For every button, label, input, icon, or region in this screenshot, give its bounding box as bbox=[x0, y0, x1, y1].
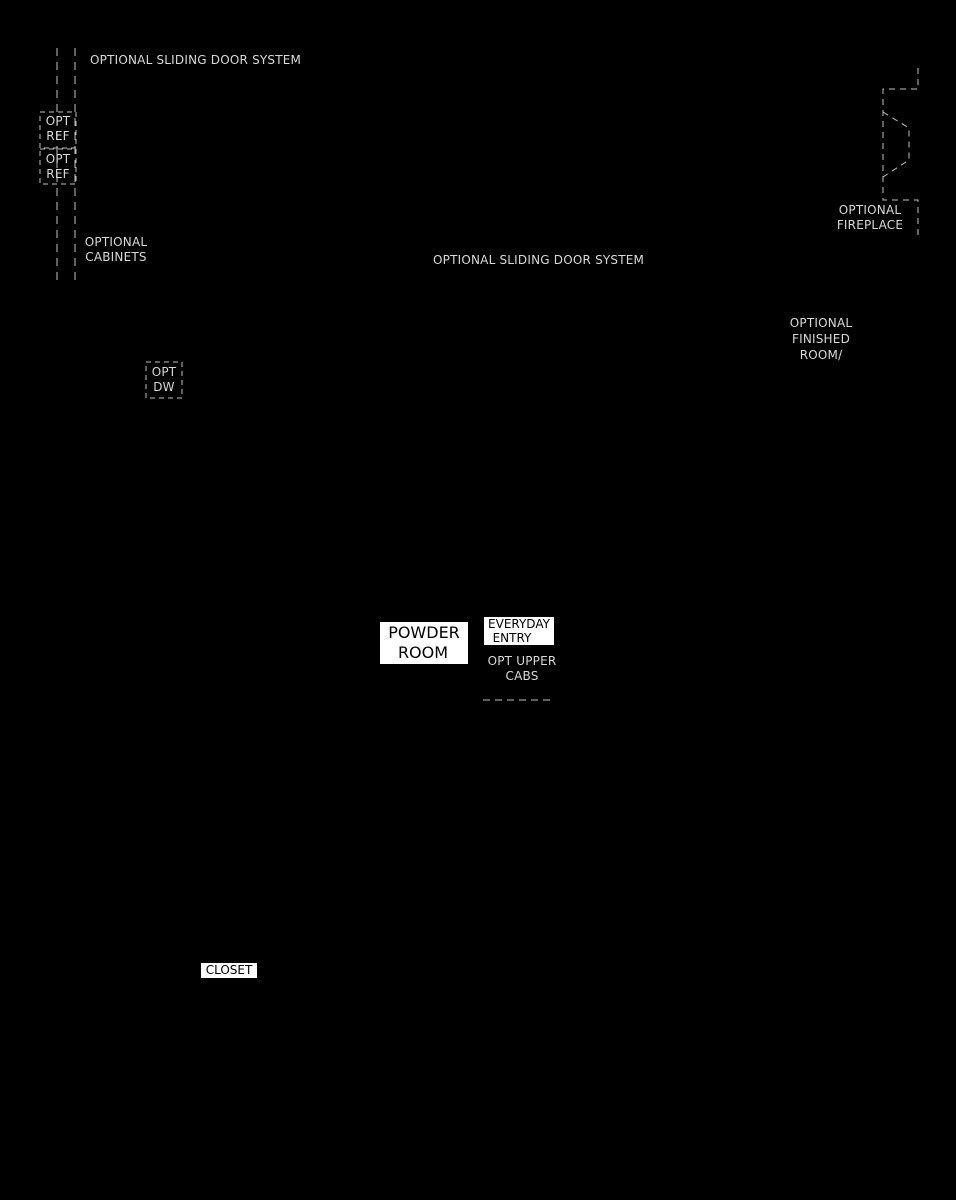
opt-upper-cabs-line1: OPT UPPER bbox=[487, 654, 557, 668]
opt-upper-cabs-label bbox=[482, 654, 562, 684]
opt-ref-label-1 bbox=[40, 114, 76, 144]
optional-cabinets-line1: OPTIONAL bbox=[84, 235, 148, 249]
opt-ref-1-line2: REF bbox=[46, 129, 70, 143]
optional-fireplace-line1: OPTIONAL bbox=[838, 203, 902, 217]
powder-room-line1: POWDER bbox=[388, 623, 460, 642]
everyday-entry-line1: EVERYDAY bbox=[488, 617, 550, 631]
powder-room-line2: ROOM bbox=[390, 643, 456, 663]
optional-finished-room-line2: FINISHED bbox=[791, 332, 851, 346]
closet-text: CLOSET bbox=[205, 963, 253, 977]
optional-fireplace-label bbox=[830, 203, 910, 233]
optional-finished-room-line3: ROOM/ bbox=[799, 348, 843, 362]
sliding-door-top-label bbox=[90, 53, 301, 68]
opt-ref-2-line2: REF bbox=[46, 167, 70, 181]
optional-cabinets-line2: CABINETS bbox=[85, 250, 147, 264]
closet-label bbox=[201, 963, 257, 978]
everyday-entry-line2: ENTRY bbox=[492, 631, 532, 645]
opt-ref-1-line1: OPT bbox=[45, 114, 71, 128]
optional-finished-room-label bbox=[782, 315, 860, 363]
opt-ref-2-line1: OPT bbox=[45, 152, 71, 166]
opt-ref-label-2 bbox=[40, 152, 76, 182]
optional-finished-room-line1: OPTIONAL bbox=[789, 316, 853, 330]
opt-dw-line1: OPT bbox=[151, 365, 177, 379]
sliding-door-center-label bbox=[433, 253, 644, 268]
optional-cabinets-label bbox=[78, 235, 154, 265]
powder-room-label bbox=[380, 622, 468, 664]
optional-fireplace-line2: FIREPLACE bbox=[836, 218, 904, 232]
opt-upper-cabs-line2: CABS bbox=[505, 669, 539, 683]
sliding-door-top-text: OPTIONAL SLIDING DOOR SYSTEM bbox=[90, 53, 302, 67]
opt-dw-line2: DW bbox=[153, 380, 175, 394]
everyday-entry-label bbox=[484, 617, 554, 645]
sliding-door-center-text: OPTIONAL SLIDING DOOR SYSTEM bbox=[433, 253, 645, 267]
opt-dw-label bbox=[146, 365, 182, 395]
fireplace-hearth bbox=[883, 112, 909, 177]
